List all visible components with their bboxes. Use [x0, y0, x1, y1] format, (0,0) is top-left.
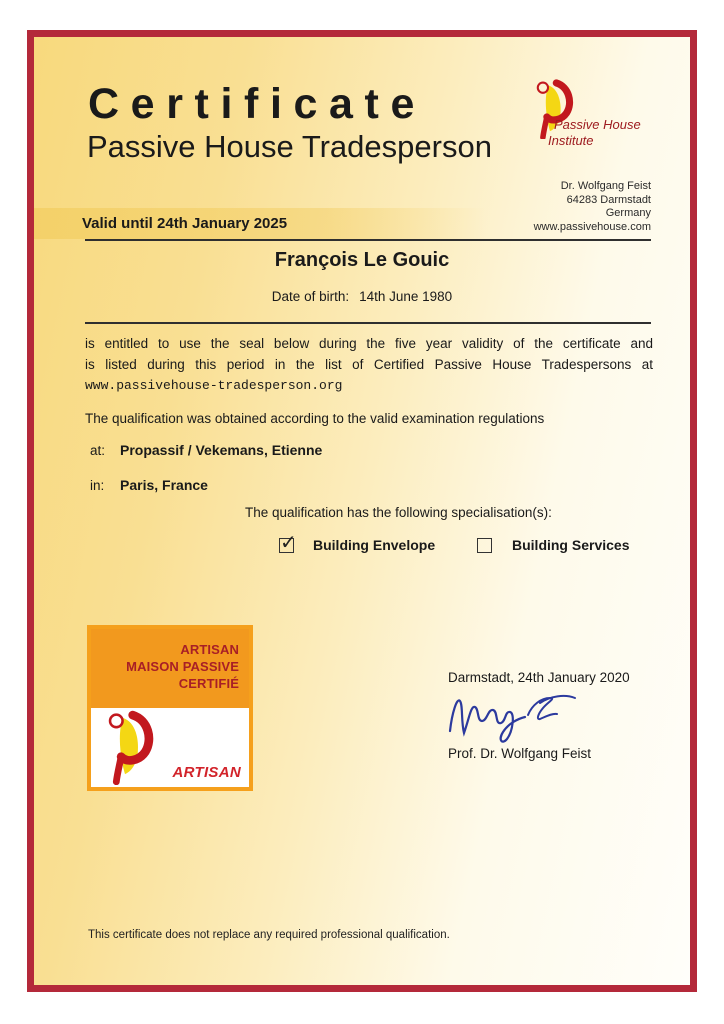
institute-logo-text	[548, 117, 641, 149]
entitlement-paragraph	[85, 333, 653, 396]
in-label: in:	[90, 478, 105, 493]
address-line: 64283 Darmstadt	[566, 193, 651, 206]
divider-line	[85, 239, 651, 241]
institute-website-link: www.passivehouse.com	[533, 220, 651, 233]
dob-label: Date of birth:	[271, 289, 350, 304]
dob-value: 14th June 1980	[359, 289, 453, 304]
qualification-statement: The qualification was obtained according to the valid examination regulations	[85, 411, 545, 426]
entitlement-text-line1: is entitled to use the seal below during the five year validity of the certificate and	[85, 336, 653, 351]
specialisation-heading: The qualification has the following specialisation(s):	[245, 505, 552, 520]
passive-house-logo-icon	[96, 709, 154, 785]
address-line: Dr. Wolfgang Feist	[560, 180, 651, 192]
checkbox-building-envelope	[279, 530, 297, 554]
footer-disclaimer: This certificate does not replace any required professional qualification.	[88, 929, 450, 941]
validity-banner: Valid until 24th January 2025	[34, 208, 486, 239]
at-value: Propassif / Vekemans, Etienne	[120, 442, 323, 458]
certificate-title: Certificate	[88, 80, 427, 128]
logo-text-line2: Institute	[548, 133, 594, 148]
certificate-subtitle: Passive House Tradesperson	[87, 129, 492, 164]
certificate-frame	[27, 30, 697, 992]
seal-line3: CERTIFIÉ	[178, 676, 239, 691]
checkmark-icon: ✓	[280, 530, 297, 554]
artisan-seal-body	[91, 708, 249, 787]
entitlement-text-line2: is listed during this period in the list of Certified Passive House Tradespersons at	[85, 357, 653, 372]
address-line: Germany	[605, 207, 651, 219]
logo-text-line1: Passive House	[554, 117, 641, 132]
artisan-seal	[87, 625, 253, 791]
institute-address	[534, 180, 651, 234]
seal-artisan-label: ARTISAN	[172, 764, 241, 781]
signature-place-date: Darmstadt, 24th January 2020	[448, 670, 630, 685]
signer-name: Prof. Dr. Wolfgang Feist	[448, 746, 592, 761]
date-of-birth	[34, 289, 690, 304]
divider-line	[85, 322, 651, 324]
specialisation-label-envelope: Building Envelope	[313, 537, 436, 553]
in-value: Paris, France	[120, 477, 208, 493]
seal-line1: ARTISAN	[180, 642, 239, 657]
tradesperson-list-url: www.passivehouse-tradesperson.org	[85, 378, 343, 393]
holder-name: François Le Gouic	[274, 249, 450, 271]
artisan-seal-header	[91, 629, 249, 708]
seal-line2: MAISON PASSIVE	[126, 659, 239, 674]
checkbox-building-services	[477, 538, 492, 553]
specialisation-label-services: Building Services	[512, 537, 630, 553]
handwritten-signature	[444, 685, 594, 745]
at-label: at:	[90, 443, 106, 458]
